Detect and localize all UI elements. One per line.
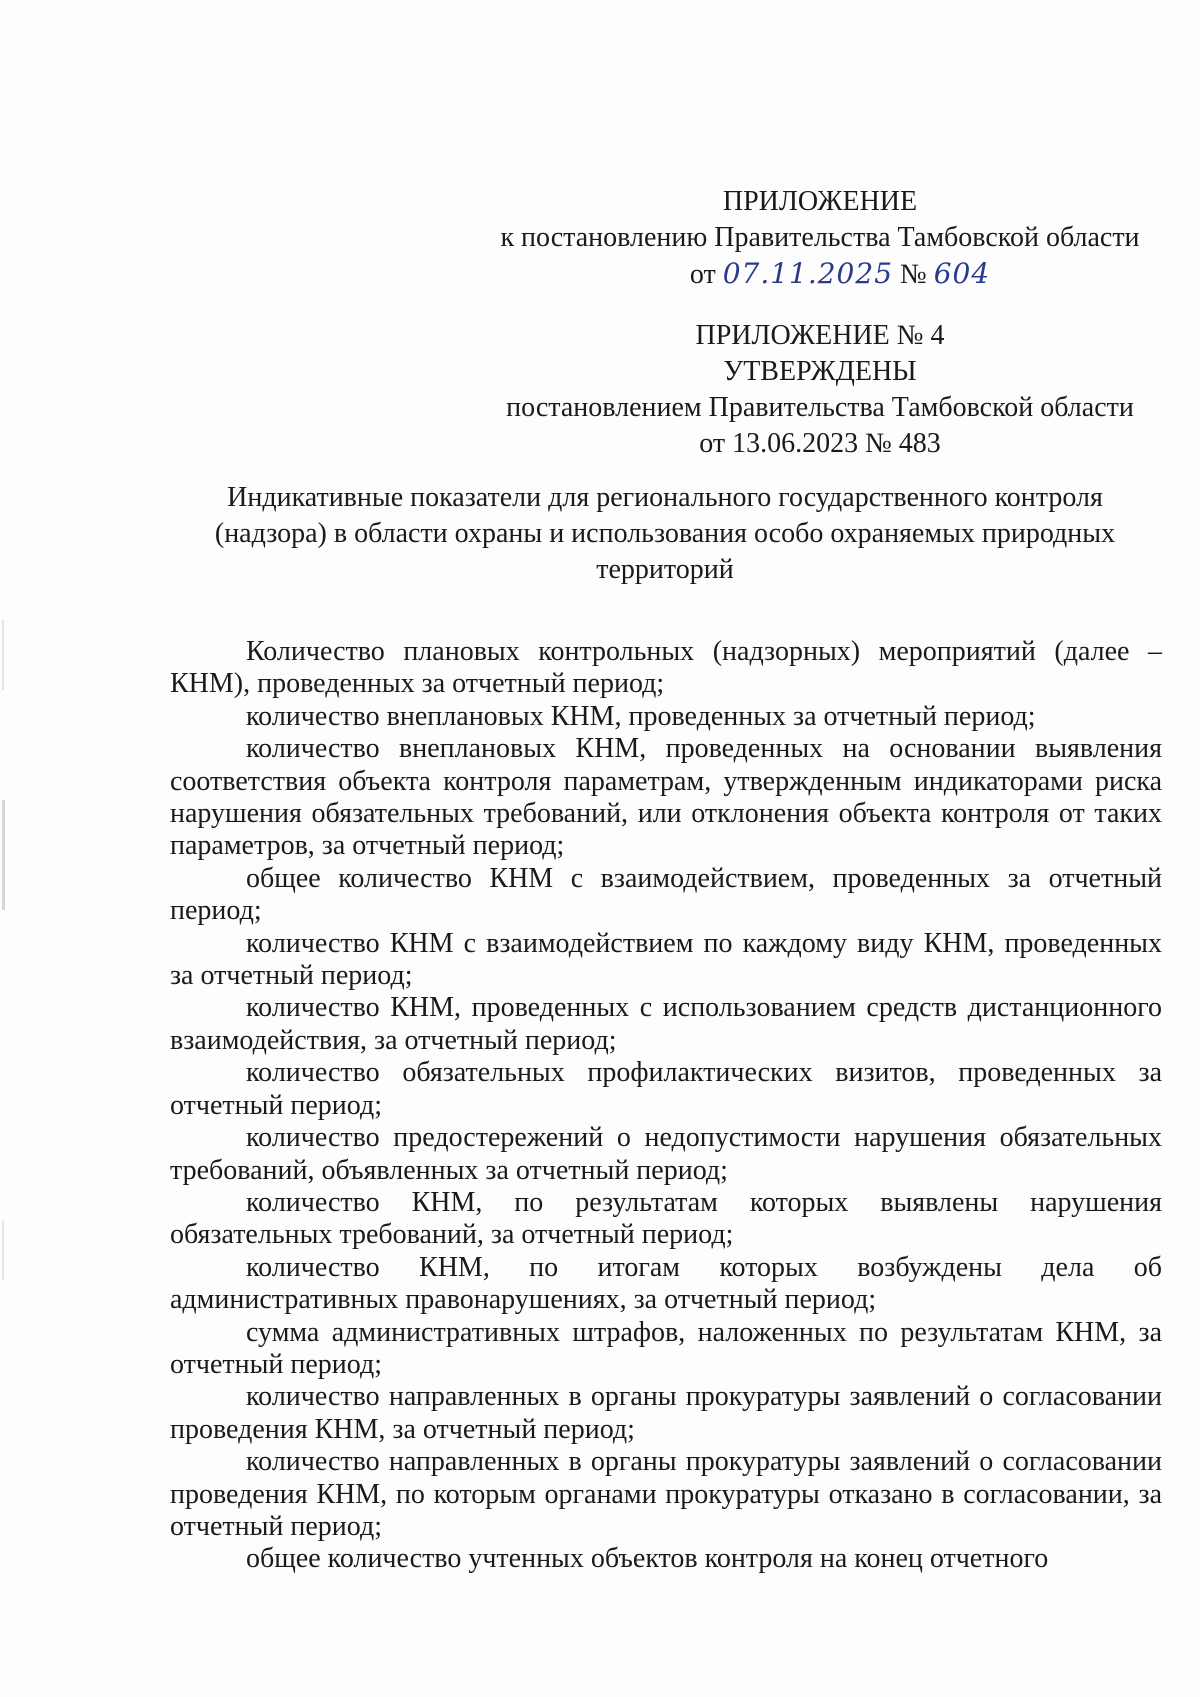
scan-artifact [2,620,4,690]
indicator-paragraph: количество внеплановых КНМ, проведенных на основании выявления соответствия объекта контроля параметрам, утвержденным индикаторами риска нарушения обязательных требований, или отклонения объекта контроля от таких параметров, за отчетный период; [170,733,1162,862]
indicator-paragraph: количество КНМ, проведенных с использованием средств дистанционного взаимодействия, за отчетный период; [170,992,1162,1056]
appendix-title: ПРИЛОЖЕНИЕ [722,186,918,217]
scan-artifact [2,1220,4,1280]
title-line: Индикативные показатели для регионального государственного контроля [227,482,1103,513]
title-line: (надзора) в области охраны и использования особо охраняемых природных [214,518,1116,549]
indicator-paragraph: количество предостережений о недопустимости нарушения обязательных требований, объявленных за отчетный период; [170,1122,1162,1186]
approved-header [470,318,1170,462]
appendix-date-line [470,256,1170,293]
handwritten-number: 604 [933,257,991,290]
indicator-paragraph: количество обязательных профилактических визитов, проведенных за отчетный период; [170,1057,1162,1121]
document-title [170,480,1160,588]
title-line: территорий [596,554,734,585]
indicator-paragraph: количество направленных в органы прокуратуры заявлений о согласовании проведения КНМ, за отчетный период; [170,1381,1162,1445]
appendix-header [470,184,1170,293]
approved-date-number: от 13.06.2023 № 483 [699,428,941,459]
indicator-paragraph: сумма административных штрафов, наложенных по результатам КНМ, за отчетный период; [170,1316,1162,1380]
indicator-paragraph: общее количество учтенных объектов контроля на конец отчетного [246,1543,1049,1575]
indicator-paragraph: количество КНМ с взаимодействием по каждому виду КНМ, проведенных за отчетный период; [170,927,1162,992]
appendix-subtitle: к постановлению Правительства Тамбовской области [500,222,1140,253]
appendix-4-title: ПРИЛОЖЕНИЕ № 4 [695,320,945,351]
indicator-paragraph: количество КНМ, по итогам которых возбуждены дела об административных правонарушениях, за отчетный период; [170,1251,1162,1316]
scan-artifact [2,800,5,910]
indicator-paragraph: количество внеплановых КНМ, проведенных за отчетный период; [246,700,1036,732]
indicator-paragraph: количество КНМ, по результатам которых выявлены нарушения обязательных требований, за отчетный период; [170,1186,1162,1251]
number-sign: № [900,259,927,290]
indicators-list [170,636,1162,1576]
approved-by: постановлением Правительства Тамбовской области [506,392,1134,423]
date-prefix: от [689,259,716,290]
indicator-paragraph: Количество плановых контрольных (надзорных) мероприятий (далее – КНМ), проведенных за отчетный период; [170,636,1162,700]
indicator-paragraph: количество направленных в органы прокуратуры заявлений о согласовании проведения КНМ, по которым органами прокуратуры отказано в согласовании, за отчетный период; [170,1446,1162,1542]
handwritten-date: 07.11.2025 [722,257,894,290]
approved-label: УТВЕРЖДЕНЫ [723,356,917,387]
indicator-paragraph: общее количество КНМ с взаимодействием, проведенных за отчетный период; [170,862,1162,927]
